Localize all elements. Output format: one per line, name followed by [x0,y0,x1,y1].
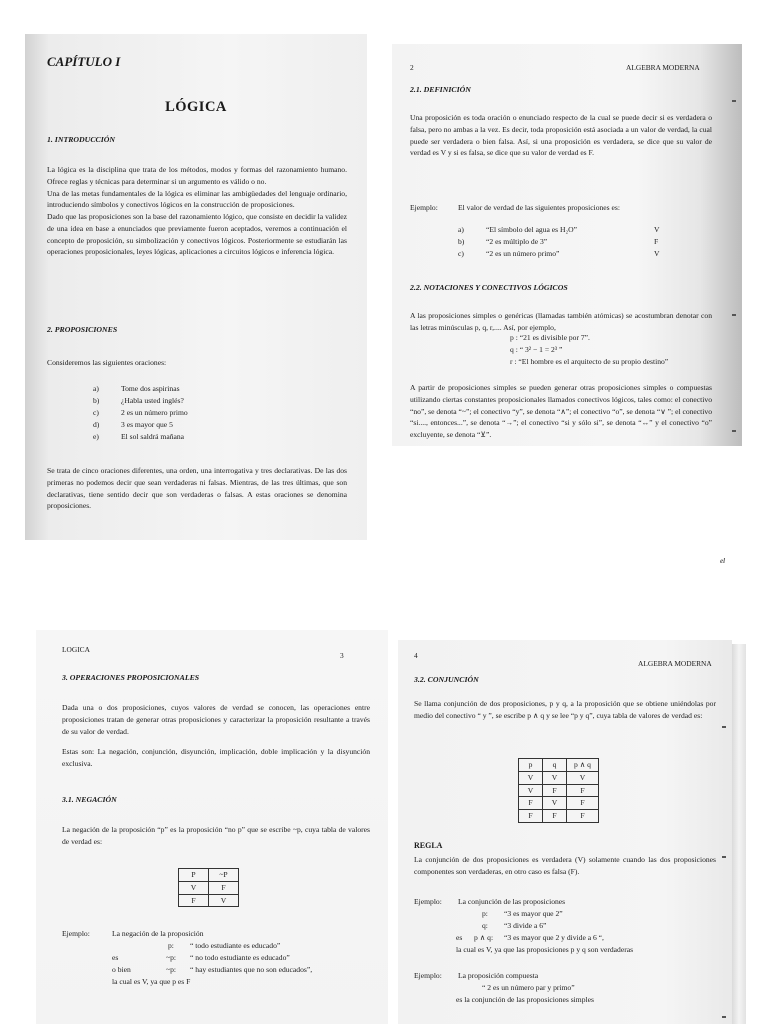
page-4-conjuncion [398,640,732,1024]
example-np2-text: “ hay estudiantes que no son educados”, [190,965,313,974]
regla-heading: REGLA [414,841,443,850]
example-obien: o bien [112,965,131,974]
intro-heading: 1. INTRODUCCIÓN [47,135,116,144]
example-text: La negación de la proposición [112,929,204,938]
notation-p: p : “21 es divisible por 7”. [510,333,590,342]
example-label: Ejemplo: [62,929,90,938]
example-np-text: “ no todo estudiante es educado” [190,953,290,962]
table-row: V F F [519,784,599,797]
conjuncion-heading: 3.2. CONJUNCIÓN [414,675,479,684]
page-3-operaciones [36,630,388,1024]
running-header: LOGICA [62,645,90,654]
margin-dot [732,430,736,432]
list-item: d) 3 es mayor que 5 [93,420,173,429]
definicion-heading: 2.1. DEFINICIÓN [410,85,471,94]
negacion-paragraph: La negación de la proposición “p” es la proposición “no p” que se escribe ~p, cuya tabla de valores de verdad es: [62,825,370,846]
table-row: F F F [519,810,599,823]
notation-q: q : “ 3² − 1 = 2³ ” [510,345,563,354]
example-1-pq-text: “3 es mayor que 2 y divide a 6 “, [504,933,604,942]
margin-dot [732,100,736,102]
table-row: V V V [519,771,599,784]
example-np2-label: ~p: [166,965,177,974]
list-item: a) Tome dos aspirinas [93,384,180,393]
proposiciones-closing: Se trata de cinco oraciones diferentes, una orden, una interrogativa y tres declarativas. De las dos primeras no podemos decir que sean verdaderas ni falsas. Mientras, de las tres últimas, que son declarativas, tiene sentido decir que son verdaderas o falsas. A estas oraciones se denomina proposiciones. [47,466,347,511]
example-np-label: ~p: [166,953,177,962]
running-header: ALGEBRA MODERNA [626,63,700,72]
notation-r: r : “El hombre es el arquitecto de su propio destino” [510,357,669,366]
example-p-label: p: [168,941,174,950]
example-1-q-label: q: [482,921,488,930]
proposiciones-intro: Consideremos las siguientes oraciones: [47,358,167,367]
example-1-pq-label: p ∧ q: [474,933,494,942]
example-1-q-text: “3 divide a 6” [504,921,547,930]
operaciones-paragraph: Dada una o dos proposiciones, cuyos valores de verdad se conocen, las operaciones entre proposiciones tratan de generar otras proposiciones y caracterizar la proposición resultante a través de su valor de verdad. [62,703,370,736]
list-item: b) “2 es múltiplo de 3” F [458,237,659,246]
definicion-paragraph: Una proposición es toda oración o enunciado respecto de la cual se puede decir si es verdadera o falsa, pero no ambas a la vez. Es decir, toda proposición está asociada a un valor de verdad, la cual puede ser verdadera o bien falsa. Así, si una proposición es verdadera, se dice que su valor de verdad es V y si es falsa, se dice que su valor de verdad es F. [410,113,712,158]
chapter-heading: CAPÍTULO I [47,54,121,69]
list-item: a) “El símbolo del agua es H₂O” V [458,225,660,234]
example-conclusion: la cual es V, ya que p es F [112,977,191,986]
truth-value-list [458,224,718,260]
example-1-label: Ejemplo: [414,897,442,906]
list-item: b) ¿Habla usted inglés? [93,396,184,405]
example-1-es: es [456,933,463,942]
page-number: 4 [414,651,418,660]
margin-dot [722,856,726,858]
conjuncion-paragraph: Se llama conjunción de dos proposiciones, p y q, a la proposición que se obtiene uniéndolas por medio del conectivo “ y ”, se escribe p ∧ q y se lee “p y q”, cuya tabla de valores de verdad es: [414,699,716,720]
example-1-p-label: p: [482,909,488,918]
page-number: 2 [410,63,414,72]
intro-paragraph-3: Dado que las proposiciones son la base del razonamiento lógico, que consiste en decidir la validez de una idea en base a enunciados que previamente fueron aceptados, veremos a continuación el concepto de proposición, su simbolización y conectivos lógicos. Posteriormente se estudiarán las operaciones proposicionales, leyes lógicas, aplicaciones a circuitos lógicos e inferencia lógica. [47,212,347,257]
regla-text: La conjunción de dos proposiciones es verdadera (V) solamente cuando las dos proposiciones componentes son verdaderas, en otro caso es falsa (F). [414,855,716,876]
chapter-title: LÓGICA [165,99,227,115]
list-item: c) 2 es un número primo [93,408,188,417]
example-1-p-text: “3 es mayor que 2” [504,909,563,918]
notaciones-heading: 2.2. NOTACIONES Y CONECTIVOS LÓGICOS [410,283,568,292]
page-2-definicion [392,44,742,446]
table-row: p q p ∧ q [519,759,599,772]
negation-truth-table [178,868,239,907]
running-header: ALGEBRA MODERNA [638,659,712,668]
table-row: V F [179,881,239,894]
example-1-conclusion: la cual es V, ya que las proposiciones p y q son verdaderas [456,945,634,954]
conectivos-paragraph: A partir de proposiciones simples se pueden generar otras proposiciones simples o compuestas utilizando ciertas constantes proposicionales llamados conectivos lógicos, tales como: el conectivo “no”, se denota “~”; el conectivo “y”, se denota “∧”; el conectivo “o”, se denota “∨ ”; el conectivo “si...., entonces...”, se denota “→”; el conectivo “si y sólo si”, se denota “↔” y el conectivo “o” excluyente, se denota “⊻”. [410,383,712,440]
margin-mark: el [720,557,726,565]
example-2-text: La proposición compuesta [458,971,539,980]
list-item: c) “2 es un número primo” V [458,249,660,258]
page-edge-shadow [732,644,746,1024]
margin-dot [732,314,736,316]
example-text: El valor de verdad de las siguientes proposiciones es: [458,203,620,212]
margin-dot [722,726,726,728]
intro-text [47,164,347,258]
intro-paragraph-1: La lógica es la disciplina que trata de los métodos, modos y formas del razonamiento humano. Ofrece reglas y técnicas para determinar si un argumento es válido o no. [47,165,347,186]
example-2-label: Ejemplo: [414,971,442,980]
sentence-list [93,383,293,443]
example-p-text: “ todo estudiante es educado” [190,941,281,950]
page-number: 3 [340,651,344,660]
operaciones-list: Estas son: La negación, conjunción, disyunción, implicación, doble implicación y la disyunción exclusiva. [62,747,370,768]
proposiciones-heading: 2. PROPOSICIONES [47,325,118,334]
table-row: F V [179,894,239,907]
example-2-conclusion: es la conjunción de las proposiciones simples [456,995,594,1004]
example-es: es [112,953,119,962]
conjunction-truth-table [518,758,599,823]
example-2-quote: “ 2 es un número par y primo” [482,983,575,992]
negacion-heading: 3.1. NEGACIÓN [62,795,117,804]
margin-dot [722,1016,726,1018]
example-label: Ejemplo: [410,203,438,212]
list-item: e) El sol saldrá mañana [93,432,185,441]
operaciones-heading: 3. OPERACIONES PROPOSICIONALES [62,673,200,682]
table-row: F V F [519,797,599,810]
example-1-text: La conjunción de las proposiciones [458,897,566,906]
intro-paragraph-2: Una de las metas fundamentales de la lógica es eliminar las ambigüedades del lenguaje ordinario, introduciendo símbolos y conectivos lógicos en la construcción de proposiciones. [47,188,347,210]
notaciones-paragraph: A las proposiciones simples o genéricas (llamadas también atómicas) se acostumbran denotar con las letras minúsculas p, q, r,.... Así, por ejemplo, [410,311,712,332]
page-1-capitulo-logica [25,34,367,540]
table-row: P ~P [179,869,239,882]
